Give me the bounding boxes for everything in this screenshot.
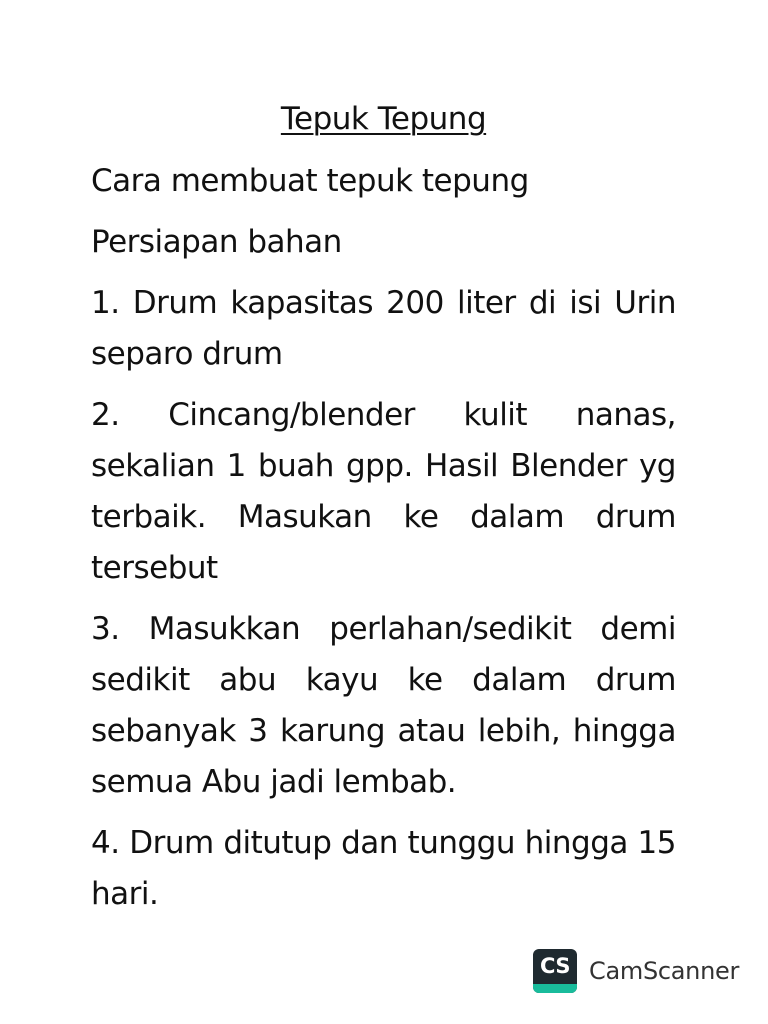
camscanner-logo-icon: [533, 949, 577, 993]
camscanner-logo-text: CS: [540, 954, 570, 978]
step-3: 3. Masukkan perlahan/sedikit demi sedikit abu kayu ke dalam drum sebanyak 3 karung atau lebih, hingga semua Abu jadi lembab.: [91, 611, 676, 800]
step-1: 1. Drum kapasitas 200 liter di isi Urin separo drum: [91, 285, 676, 372]
document-title: Tepuk Tepung: [280, 101, 487, 137]
step-2: 2. Cincang/blender kulit nanas, sekalian 1 buah gpp. Hasil Blender yg terbaik. Masukan ke dalam drum tersebut: [91, 397, 676, 586]
step-4: 4. Drum ditutup dan tunggu hingga 15 hari.: [91, 825, 676, 912]
document-subtitle: Cara membuat tepuk tepung: [91, 163, 529, 199]
camscanner-name: CamScanner: [589, 957, 740, 985]
camscanner-watermark: [533, 949, 739, 993]
document-page: [91, 95, 676, 930]
section-heading: Persiapan bahan: [91, 224, 342, 260]
logo-accent-bar: [533, 984, 577, 993]
